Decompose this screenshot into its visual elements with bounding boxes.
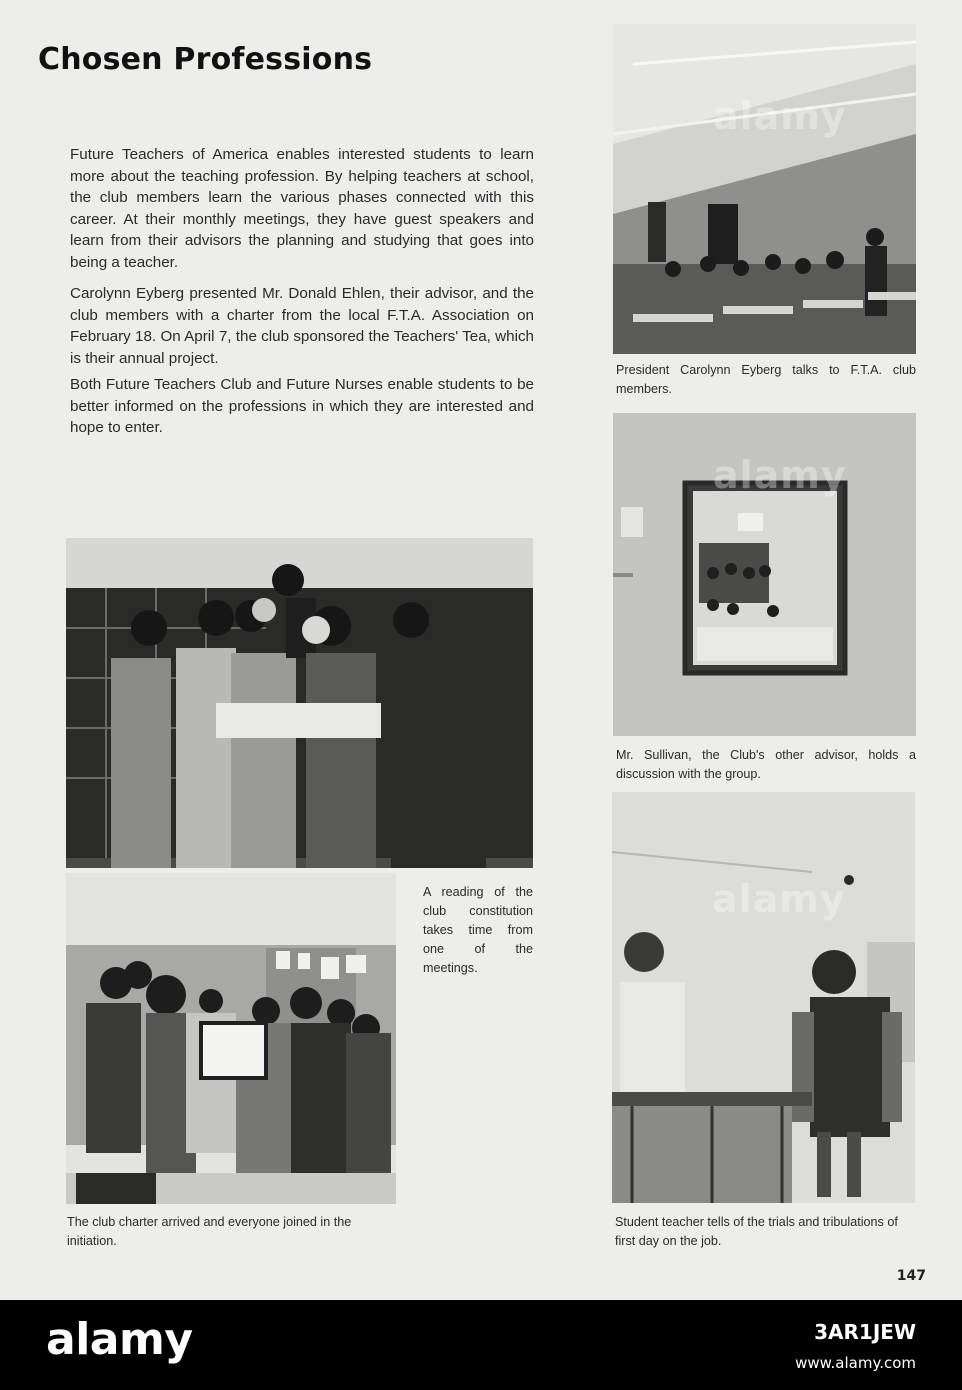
photo-window-discussion: [613, 413, 916, 736]
caption-window: Mr. Sullivan, the Club's other advisor, holds a discussion with the group.: [616, 748, 916, 781]
paragraph-fta-intro: Future Teachers of America enables interested students to learn more about the teaching profession. By helping teachers at school, the club members learn the various phases connected with this career. At their monthly meetings, they have guest speakers and learn from their advisors the planning and studying that goes into being a teacher.: [70, 146, 534, 271]
caption-student-teacher: Student teacher tells of the trials and tribulations of first day on the job.: [615, 1215, 898, 1248]
photo-club-charter: [66, 873, 396, 1204]
paragraph-professions: Both Future Teachers Club and Future Nurses enable students to be better informed on the professions in which they are interested and hope to enter.: [70, 376, 534, 436]
caption-reading: A reading of the club constitution takes time from one of the meetings.: [423, 885, 533, 975]
watermark: alamy: [713, 453, 847, 497]
alamy-logo: alamy: [46, 1314, 193, 1365]
photo-student-teacher: [612, 792, 915, 1203]
watermark: alamy: [713, 94, 847, 138]
paragraph-charter: Carolynn Eyberg presented Mr. Donald Ehlen, their advisor, and the club members with a charter from the local F.T.A. Association on February 18. On April 7, the club sponsored the Teachers' Tea, which is their annual project.: [70, 285, 534, 367]
website-link[interactable]: www.alamy.com: [795, 1354, 916, 1372]
photo-classroom-meeting: [613, 24, 916, 354]
image-id: 3AR1JEW: [814, 1320, 916, 1344]
watermark: alamy: [712, 877, 846, 921]
caption-charter: The club charter arrived and everyone joined in the initiation.: [67, 1215, 352, 1248]
page-title: Chosen Professions: [38, 42, 373, 77]
page-number: 147: [896, 1268, 926, 1284]
photo-reading-constitution: [66, 538, 533, 868]
stock-footer: [0, 1300, 962, 1390]
caption-classroom: President Carolynn Eyberg talks to F.T.A. club members.: [616, 363, 916, 396]
